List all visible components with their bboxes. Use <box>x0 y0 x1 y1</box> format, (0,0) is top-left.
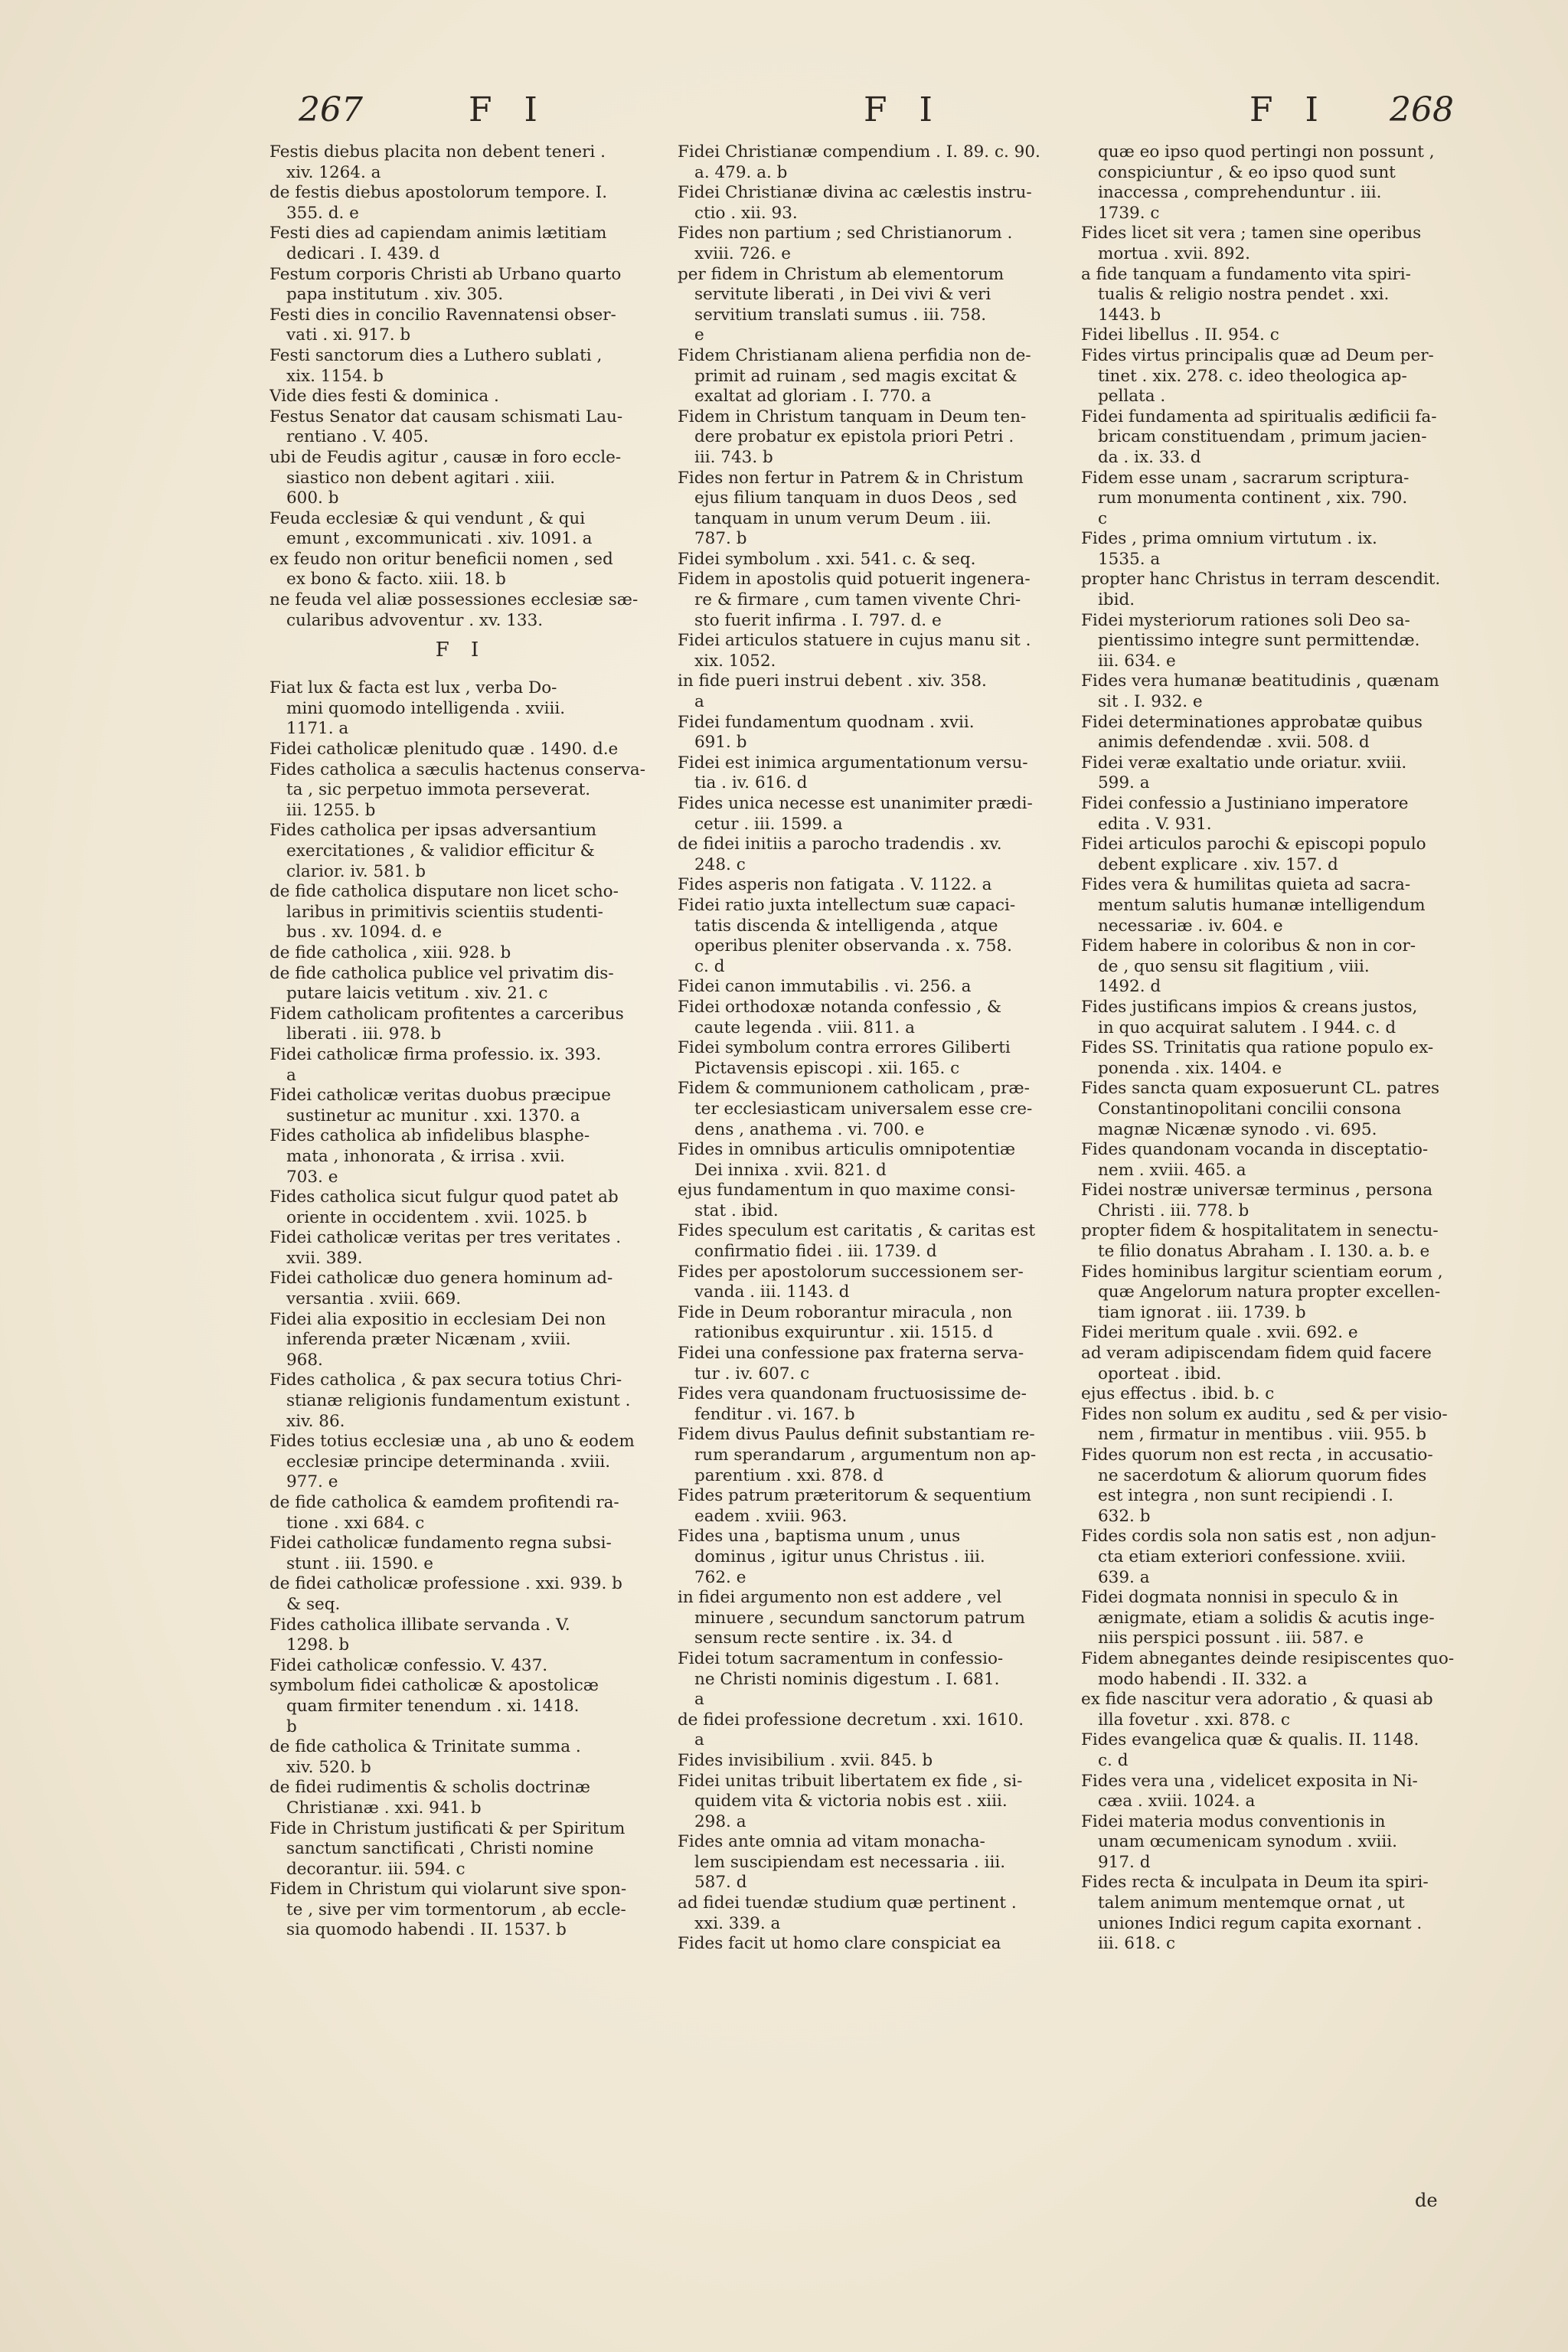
index-line: Fidem abnegantes deinde resipiscentes quo- <box>1081 1648 1455 1668</box>
index-line: Fides non partium ; sed Christianorum . <box>678 224 1013 243</box>
index-line: xiv. 520. b <box>286 1757 371 1777</box>
index-line: Fidem in apostolis quid potuerit ingenera- <box>678 570 1031 590</box>
index-line: re & firmare , cum tamen vivente Chri- <box>694 590 1021 610</box>
index-line: tia . iv. 616. d <box>694 773 808 793</box>
index-line: 1492. d <box>1098 977 1161 997</box>
index-line: 1171. a <box>286 719 349 739</box>
index-line: per fidem in Christum ab elementorum <box>678 264 1004 284</box>
index-line: 632. b <box>1098 1506 1151 1526</box>
index-line: Fidei determinationes approbatæ quibus <box>1081 712 1423 732</box>
index-line: ne sacerdotum & aliorum quorum fides <box>1098 1465 1427 1485</box>
index-line: caute legenda . viii. 811. a <box>694 1018 915 1037</box>
index-line: de fidei catholicæ professione . xxi. 939. b <box>270 1574 622 1594</box>
index-line: 1298. b <box>286 1635 350 1655</box>
index-line: Fidei Christianæ compendium . I. 89. c. 90. <box>678 142 1040 162</box>
index-line: te , sive per vim tormentorum , ab eccle- <box>286 1900 626 1919</box>
index-line: decorantur. iii. 594. c <box>286 1859 466 1879</box>
index-line: Fides , prima omnium virtutum . ix. <box>1081 529 1377 549</box>
index-line: xix. 1052. <box>694 651 776 671</box>
index-line: Fidem & communionem catholicam , præ- <box>678 1079 1030 1099</box>
index-line: mentum salutis humanæ intelligendum <box>1098 895 1426 915</box>
index-line: oriente in occidentem . xvii. 1025. b <box>286 1207 587 1227</box>
index-line: in quo acquirat salutem . I 944. c. d <box>1098 1018 1396 1037</box>
index-line: 639. a <box>1098 1567 1150 1587</box>
index-line: Fides non fertur in Patrem & in Christum <box>678 468 1024 488</box>
running-head-middle: F I <box>864 90 943 129</box>
index-line: quæ Angelorum natura propter excellen- <box>1098 1282 1441 1302</box>
index-line: mortua . xvii. 892. <box>1098 243 1250 263</box>
index-line: Fides facit ut homo clare conspiciat ea <box>678 1934 1001 1954</box>
index-line: tinet . xix. 278. c. ideo theologica ap- <box>1098 366 1407 386</box>
index-line: quæ eo ipso quod pertingi non possunt , <box>1098 142 1435 162</box>
index-line: de fidei initiis a parocho tradendis . xv. <box>678 835 1002 854</box>
index-line: Christianæ . xxi. 941. b <box>286 1798 482 1818</box>
index-line: Fidei fundamenta ad spiritualis ædificii fa- <box>1081 407 1437 426</box>
index-line: Fidei symbolum contra errores Giliberti <box>678 1038 1011 1058</box>
index-line: debent explicare . xiv. 157. d <box>1098 854 1338 874</box>
index-line: liberati . iii. 978. b <box>286 1024 442 1044</box>
index-line: xix. 1154. b <box>286 366 384 386</box>
index-line: confirmatio fidei . iii. 1739. d <box>694 1242 937 1262</box>
index-line: ecclesiæ principe determinanda . xviii. <box>286 1452 611 1472</box>
index-line: xiv. 1264. a <box>286 162 381 182</box>
running-head-left: F I <box>469 90 548 129</box>
index-line: 587. d <box>694 1873 747 1893</box>
index-line: Fides licet sit vera ; tamen sine operibus <box>1081 224 1422 243</box>
index-line: 1535. a <box>1098 549 1161 569</box>
entries-left-upper <box>270 142 652 631</box>
index-line: emunt , excommunicati . xiv. 1091. a <box>286 529 593 549</box>
index-line: de fide catholica disputare non licet scho- <box>270 882 619 902</box>
index-line: Fidei materia modus conventionis in <box>1081 1811 1386 1831</box>
index-line: Fidei Christianæ divina ac cælestis instru- <box>678 183 1032 203</box>
index-line: symbolum fidei catholicæ & apostolicæ <box>270 1676 599 1696</box>
index-line: de fide catholica publice vel privatim dis- <box>270 963 614 983</box>
index-line: sto fuerit infirma . I. 797. d. e <box>694 610 942 630</box>
index-line: Fidei catholicæ firma professio. ix. 393. <box>270 1044 602 1064</box>
index-line: 1739. c <box>1098 203 1160 223</box>
index-line: Fides catholica , & pax secura totius Chri- <box>270 1370 622 1390</box>
index-line: Fides vera & humilitas quieta ad sacra- <box>1081 875 1411 895</box>
index-line: vati . xi. 917. b <box>286 325 411 345</box>
index-line: rum sperandarum , argumentum non ap- <box>694 1446 1037 1465</box>
index-line: a <box>694 1730 704 1750</box>
index-line: Fides hominibus largitur scientiam eorum , <box>1081 1262 1443 1282</box>
index-line: sit . I. 932. e <box>1098 692 1203 712</box>
index-line: iii. 1255. b <box>286 800 376 820</box>
index-line: da . ix. 33. d <box>1098 447 1201 467</box>
index-line: ubi de Feudis agitur , causæ in foro eccle- <box>270 447 622 467</box>
entries-right <box>1081 142 1464 1955</box>
index-line: de fide catholica & eamdem profitendi ra- <box>270 1493 619 1512</box>
index-line: Fidei totum sacramentum in confessio- <box>678 1648 1004 1668</box>
index-line: tatis discenda & intelligenda , atque <box>694 916 998 936</box>
index-line: quam firmiter tenendum . xi. 1418. <box>286 1696 580 1716</box>
index-line: xviii. 726. e <box>694 243 791 263</box>
index-line: propter fidem & hospitalitatem in senectu- <box>1081 1221 1439 1241</box>
index-line: ne feuda vel aliæ possessiones ecclesiæ sæ- <box>270 590 639 610</box>
index-line: tione . xxi 684. c <box>286 1513 425 1533</box>
index-line: Fides quandonam vocanda in disceptatio- <box>1081 1140 1429 1160</box>
column-middle <box>678 142 1060 1955</box>
index-line: stat . ibid. <box>694 1200 779 1220</box>
index-line: Fidei catholicæ plenitudo quæ . 1490. d.e <box>270 740 619 760</box>
index-line: ponenda . xix. 1404. e <box>1098 1058 1282 1078</box>
index-line: & seq. <box>286 1594 341 1614</box>
index-line: 703. e <box>286 1167 338 1187</box>
index-line: 917. d <box>1098 1852 1151 1872</box>
index-line: Fides invisibilium . xvii. 845. b <box>678 1750 933 1770</box>
index-line: ænigmate, etiam a solidis & acutis inge- <box>1098 1608 1435 1628</box>
index-line: Fidei ratio juxta intellectum suæ capaci- <box>678 895 1016 915</box>
index-line: ejus filium tanquam in duos Deos , sed <box>694 488 1018 508</box>
index-line: Fides unica necesse est unanimiter prædi- <box>678 794 1033 813</box>
index-line: stunt . iii. 1590. e <box>286 1553 433 1573</box>
column-left <box>270 142 652 1941</box>
entries-middle <box>678 142 1060 1955</box>
index-line: minuere , secundum sanctorum patrum <box>694 1608 1025 1628</box>
index-line: mata , inhonorata , & irrisa . xvii. <box>286 1146 566 1166</box>
index-line: Fides vera humanæ beatitudinis , quænam <box>1081 671 1439 691</box>
index-line: de festis diebus apostolorum tempore. I. <box>270 183 608 203</box>
index-line: cularibus advoventur . xv. 133. <box>286 610 544 630</box>
index-line: Fidei dogmata nonnisi in speculo & in <box>1081 1588 1399 1608</box>
index-line: ta , sic perpetuo immota perseverat. <box>286 780 591 800</box>
index-line: Fidem in Christum qui violarunt sive spon- <box>270 1880 627 1900</box>
section-heading-fi: F I <box>435 639 487 662</box>
index-line: xvii. 389. <box>286 1248 363 1268</box>
index-line: Fidei canon immutabilis . vi. 256. a <box>678 977 972 997</box>
index-line: Fidei articulos parochi & episcopi populo <box>1081 835 1426 854</box>
index-line: ejus fundamentum in quo maxime consi- <box>678 1181 1016 1200</box>
index-line: niis perspici possunt . iii. 587. e <box>1098 1628 1364 1648</box>
index-line: clarior. iv. 581. b <box>286 861 426 881</box>
index-line: Fidei est inimica argumentationum versu- <box>678 753 1028 773</box>
index-line: 762. e <box>694 1567 746 1587</box>
index-line: edita . V. 931. <box>1098 814 1212 834</box>
index-line: ad veram adipiscendam fidem quid facere <box>1081 1344 1432 1364</box>
index-line: in fide pueri instrui debent . xiv. 358. <box>678 671 987 691</box>
index-line: a <box>694 1690 704 1710</box>
index-line: Vide dies festi & dominica . <box>270 387 499 407</box>
index-line: quidem vita & victoria nobis est . xiii. <box>694 1792 1008 1811</box>
index-line: Fides vera una , videlicet exposita in Ni- <box>1081 1771 1418 1791</box>
index-line: de , quo sensu sit flagitium , viii. <box>1098 956 1370 976</box>
index-line: iii. 618. c <box>1098 1934 1176 1954</box>
index-line: illa fovetur . xxi. 878. c <box>1098 1710 1290 1730</box>
index-line: est integra , non sunt recipiendi . I. <box>1098 1486 1393 1506</box>
index-line: de fidei rudimentis & scholis doctrinæ <box>270 1778 591 1798</box>
index-line: stianæ religionis fundamentum existunt . <box>286 1391 631 1411</box>
index-line: 1443. b <box>1098 305 1161 325</box>
index-line: ad fidei tuendæ studium quæ pertinent . <box>678 1893 1017 1913</box>
index-line: Fidei meritum quale . xvii. 692. e <box>1081 1323 1358 1343</box>
index-line: dedicari . I. 439. d <box>286 243 440 263</box>
index-line: oporteat . ibid. <box>1098 1364 1222 1383</box>
index-line: Fides catholica illibate servanda . V. <box>270 1615 570 1635</box>
index-line: a <box>694 692 704 712</box>
index-line: cta etiam exteriori confessione. xviii. <box>1098 1547 1406 1566</box>
index-line: nem . xviii. 465. a <box>1098 1160 1246 1180</box>
index-line: Fides SS. Trinitatis qua ratione populo ex- <box>1081 1038 1434 1058</box>
index-line: Fidei nostræ universæ terminus , persona <box>1081 1181 1433 1200</box>
index-line: sustinetur ac munitur . xxi. 1370. a <box>286 1106 580 1125</box>
index-line: Fidei catholicæ veritas per tres veritates . <box>270 1228 622 1248</box>
index-line: Fidei veræ exaltatio unde oriatur. xviii. <box>1081 753 1407 773</box>
index-line: 787. b <box>694 529 747 549</box>
index-line: tur . iv. 607. c <box>694 1364 810 1383</box>
index-line: Christi . iii. 778. b <box>1098 1200 1250 1220</box>
index-line: Fides vera quandonam fructuosissime de- <box>678 1384 1027 1404</box>
index-line: lem suscipiendam est necessaria . iii. <box>694 1852 1006 1872</box>
index-line: iii. 743. b <box>694 447 773 467</box>
index-line: Fidei symbolum . xxi. 541. c. & seq. <box>678 549 976 569</box>
index-line: exaltat ad gloriam . I. 770. a <box>694 387 932 407</box>
index-line: fenditur . vi. 167. b <box>694 1404 855 1424</box>
index-line: 355. d. e <box>286 203 359 223</box>
index-line: modo habendi . II. 332. a <box>1098 1669 1308 1689</box>
index-line: operibus pleniter observanda . x. 758. <box>694 936 1012 956</box>
index-line: Fides in omnibus articulis omnipotentiæ <box>678 1140 1016 1160</box>
index-line: b <box>286 1717 297 1736</box>
index-line: ejus effectus . ibid. b. c <box>1081 1384 1275 1404</box>
index-line: Fidei articulos statuere in cujus manu sit . <box>678 631 1031 651</box>
index-line: 968. <box>286 1350 323 1370</box>
index-line: Fiat lux & facta est lux , verba Do- <box>270 678 557 698</box>
index-line: pellata . <box>1098 387 1166 407</box>
index-line: a. 479. a. b <box>694 162 788 182</box>
index-line: Fidei confessio a Justiniano imperatore <box>1081 794 1409 813</box>
index-line: Fidei catholicæ veritas duobus præcipue <box>270 1086 611 1106</box>
index-line: a fide tanquam a fundamento vita spiri- <box>1081 264 1411 284</box>
index-line: Fidei mysteriorum rationes soli Deo sa- <box>1081 610 1410 630</box>
index-line: tanquam in unum verum Deum . iii. <box>694 508 991 528</box>
index-line: parentium . xxi. 878. d <box>694 1465 884 1485</box>
index-line: e <box>694 325 704 345</box>
index-line: Fidei catholicæ confessio. V. 437. <box>270 1655 548 1675</box>
index-line: Fidei una confessione pax fraterna serva- <box>678 1344 1024 1364</box>
index-line: 248. c <box>694 854 746 874</box>
index-line: Fides justificans impios & creans justos, <box>1081 997 1418 1017</box>
index-line: propter hanc Christus in terram descendit. <box>1081 570 1441 590</box>
index-line: mini quomodo intelligenda . xviii. <box>286 698 566 718</box>
index-line: Fides catholica a sæculis hactenus conserva- <box>270 760 646 779</box>
index-line: iii. 634. e <box>1098 651 1176 671</box>
index-line: Fides recta & inculpata in Deum ita spiri- <box>1081 1873 1429 1893</box>
index-line: Fides catholica per ipsas adversantium <box>270 821 597 841</box>
index-line: eadem . xviii. 963. <box>694 1506 848 1526</box>
index-line: de fide catholica , xiii. 928. b <box>270 942 511 962</box>
index-line: ex fide nascitur vera adoratio , & quasi ab <box>1081 1690 1433 1710</box>
index-line: te filio donatus Abraham . I. 130. a. b. e <box>1098 1242 1430 1262</box>
index-line: Constantinopolitani concilii consona <box>1098 1099 1402 1119</box>
index-line: Feuda ecclesiæ & qui vendunt , & qui <box>270 508 586 528</box>
index-line: dominus , igitur unus Christus . iii. <box>694 1547 985 1566</box>
index-line: Fidem Christianam aliena perfidia non de- <box>678 345 1031 365</box>
index-line: servitute liberati , in Dei vivi & veri <box>694 285 991 305</box>
index-line: Festi dies ad capiendam animis lætitiam <box>270 224 607 243</box>
index-line: ctio . xii. 93. <box>694 203 798 223</box>
index-line: uniones Indici regum capita exornant . <box>1098 1913 1423 1933</box>
column-right <box>1081 142 1464 1955</box>
index-line: Fides sancta quam exposuerunt CL. patres <box>1081 1079 1440 1099</box>
index-line: Fide in Christum justificati & per Spiritum <box>270 1818 626 1838</box>
index-line: animis defendendæ . xvii. 508. d <box>1098 733 1370 753</box>
index-line: de fide catholica & Trinitate summa . <box>270 1737 581 1757</box>
index-line: exercitationes , & validior efficitur & <box>286 841 595 861</box>
index-line: Festum corporis Christi ab Urbano quarto <box>270 264 622 284</box>
index-line: papa institutum . xiv. 305. <box>286 285 504 305</box>
running-head-right: F I <box>1250 90 1329 129</box>
index-line: Fidei catholicæ fundamento regna subsi- <box>270 1534 612 1553</box>
index-line: Fidei fundamentum quodnam . xvii. <box>678 712 975 732</box>
index-line: ter ecclesiasticam universalem esse cre- <box>694 1099 1033 1119</box>
index-line: Fides virtus principalis quæ ad Deum per- <box>1081 345 1434 365</box>
entries-left-lower <box>270 678 652 1941</box>
index-line: siastico non debent agitari . xiii. <box>286 468 556 488</box>
index-line: 600. b <box>286 488 339 508</box>
index-line: unam œcumenicam synodum . xviii. <box>1098 1832 1397 1852</box>
index-line: magnæ Nicænæ synodo . vi. 695. <box>1098 1119 1377 1139</box>
index-line: bus . xv. 1094. d. e <box>286 923 443 942</box>
index-line: rum monumenta continent , xix. 790. <box>1098 488 1408 508</box>
index-line: ex bono & facto. xiii. 18. b <box>286 570 506 590</box>
index-line: ibid. <box>1098 590 1135 610</box>
index-line: xxi. 339. a <box>694 1913 781 1933</box>
index-line: sia quomodo habendi . II. 1537. b <box>286 1920 567 1940</box>
index-line: ne Christi nominis digestum . I. 681. <box>694 1669 1000 1689</box>
running-header <box>0 90 1568 144</box>
index-line: Fides ante omnia ad vitam monacha- <box>678 1832 985 1852</box>
index-line: talem animum mentemque ornat , ut <box>1098 1893 1405 1913</box>
index-line: Dei innixa . xvii. 821. d <box>694 1160 887 1180</box>
index-line: vanda . iii. 1143. d <box>694 1282 850 1302</box>
index-line: Fides catholica sicut fulgur quod patet ab <box>270 1187 619 1207</box>
index-line: Fidem esse unam , sacrarum scriptura- <box>1081 468 1410 488</box>
index-line: nem , firmatur in mentibus . viii. 955. b <box>1098 1425 1426 1445</box>
index-line: necessariæ . iv. 604. e <box>1098 916 1283 936</box>
index-line: c. d <box>694 956 725 976</box>
index-line: Fides speculum est caritatis , & caritas est <box>678 1221 1035 1241</box>
index-line: Fides totius ecclesiæ una , ab uno & eodem <box>270 1432 635 1452</box>
index-line: conspiciuntur , & eo ipso quod sunt <box>1098 162 1396 182</box>
index-line: Fidei alia expositio in ecclesiam Dei non <box>270 1309 606 1329</box>
index-line: Fidem habere in coloribus & non in cor- <box>1081 936 1416 956</box>
page-number-right: 268 <box>1390 90 1454 129</box>
index-line: bricam constituendam , primum jacien- <box>1098 427 1427 447</box>
index-line: 599. a <box>1098 773 1150 793</box>
index-line: inaccessa , comprehenduntur . iii. <box>1098 183 1382 203</box>
index-line: cetur . iii. 1599. a <box>694 814 843 834</box>
index-line: Fidei catholicæ duo genera hominum ad- <box>270 1269 613 1289</box>
index-line: Fidei libellus . II. 954. c <box>1081 325 1279 345</box>
index-line: xiv. 86. <box>286 1411 345 1431</box>
index-line: Fides asperis non fatigata . V. 1122. a <box>678 875 992 895</box>
index-line: cæa . xviii. 1024. a <box>1098 1792 1256 1811</box>
index-line: Festus Senator dat causam schismati Lau- <box>270 407 623 426</box>
index-line: 977. e <box>286 1472 338 1492</box>
index-line: c. d <box>1098 1750 1129 1770</box>
index-line: Fides non solum ex auditu , sed & per visio- <box>1081 1404 1448 1424</box>
index-line: pientissimo integre sunt permittendæ. <box>1098 631 1420 651</box>
index-line: Fides evangelica quæ & qualis. II. 1148. <box>1081 1730 1419 1750</box>
index-line: de fidei professione decretum . xxi. 1610. <box>678 1710 1024 1730</box>
page-number-left: 267 <box>299 90 363 129</box>
index-line: Fides cordis sola non satis est , non adjun- <box>1081 1527 1436 1547</box>
index-line: putare laicis vetitum . xiv. 21. c <box>286 984 548 1004</box>
index-line: Fidem in Christum tanquam in Deum ten- <box>678 407 1027 426</box>
index-line: Fide in Deum roborantur miracula , non <box>678 1302 1013 1322</box>
index-line: Festis diebus placita non debent teneri . <box>270 142 606 162</box>
index-line: sanctum sanctificati , Christi nomine <box>286 1839 594 1859</box>
index-line: inferenda præter Nicænam , xviii. <box>286 1330 571 1350</box>
index-line: sensum recte sentire . ix. 34. d <box>694 1628 953 1648</box>
index-line: Fides per apostolorum successionem ser- <box>678 1262 1024 1282</box>
index-line: c <box>1098 508 1108 528</box>
index-line: Festi sanctorum dies a Luthero sublati , <box>270 345 603 365</box>
index-line: dere probatur ex epistola priori Petri . <box>694 427 1014 447</box>
index-line: versantia . xviii. 669. <box>286 1289 462 1309</box>
index-line: tiam ignorat . iii. 1739. b <box>1098 1302 1306 1322</box>
index-line: Fidem divus Paulus definit substantiam re- <box>678 1425 1035 1445</box>
index-line: rationibus exquiruntur . xii. 1515. d <box>694 1323 994 1343</box>
index-line: primit ad ruinam , sed magis excitat & <box>694 366 1018 386</box>
index-line: rentiano . V. 405. <box>286 427 429 447</box>
index-line: dens , anathema . vi. 700. e <box>694 1119 925 1139</box>
index-line: in fidei argumento non est addere , vel <box>678 1588 1002 1608</box>
index-line: Fides patrum præteritorum & sequentium <box>678 1486 1032 1506</box>
catchword: de <box>1415 2190 1438 2211</box>
index-line: Festi dies in concilio Ravennatensi obser- <box>270 305 616 325</box>
index-line: 298. a <box>694 1811 746 1831</box>
index-line: Fides una , baptisma unum , unus <box>678 1527 961 1547</box>
index-line: 691. b <box>694 733 747 753</box>
index-line: Pictavensis episcopi . xii. 165. c <box>694 1058 960 1078</box>
index-line: Fidei orthodoxæ notanda confessio , & <box>678 997 1002 1017</box>
index-line: servitium translati sumus . iii. 758. <box>694 305 987 325</box>
index-line: Fides catholica ab infidelibus blasphe- <box>270 1126 590 1146</box>
index-line: Fides quorum non est recta , in accusatio- <box>1081 1446 1433 1465</box>
index-line: laribus in primitivis scientiis studenti- <box>286 902 603 922</box>
index-line: Fidei unitas tribuit libertatem ex fide , si- <box>678 1771 1023 1791</box>
index-line: ex feudo non oritur beneficii nomen , sed <box>270 549 613 569</box>
index-line: tualis & religio nostra pendet . xxi. <box>1098 285 1390 305</box>
index-line: Fidem catholicam profitentes a carceribus <box>270 1004 624 1024</box>
index-line: a <box>286 1065 296 1085</box>
